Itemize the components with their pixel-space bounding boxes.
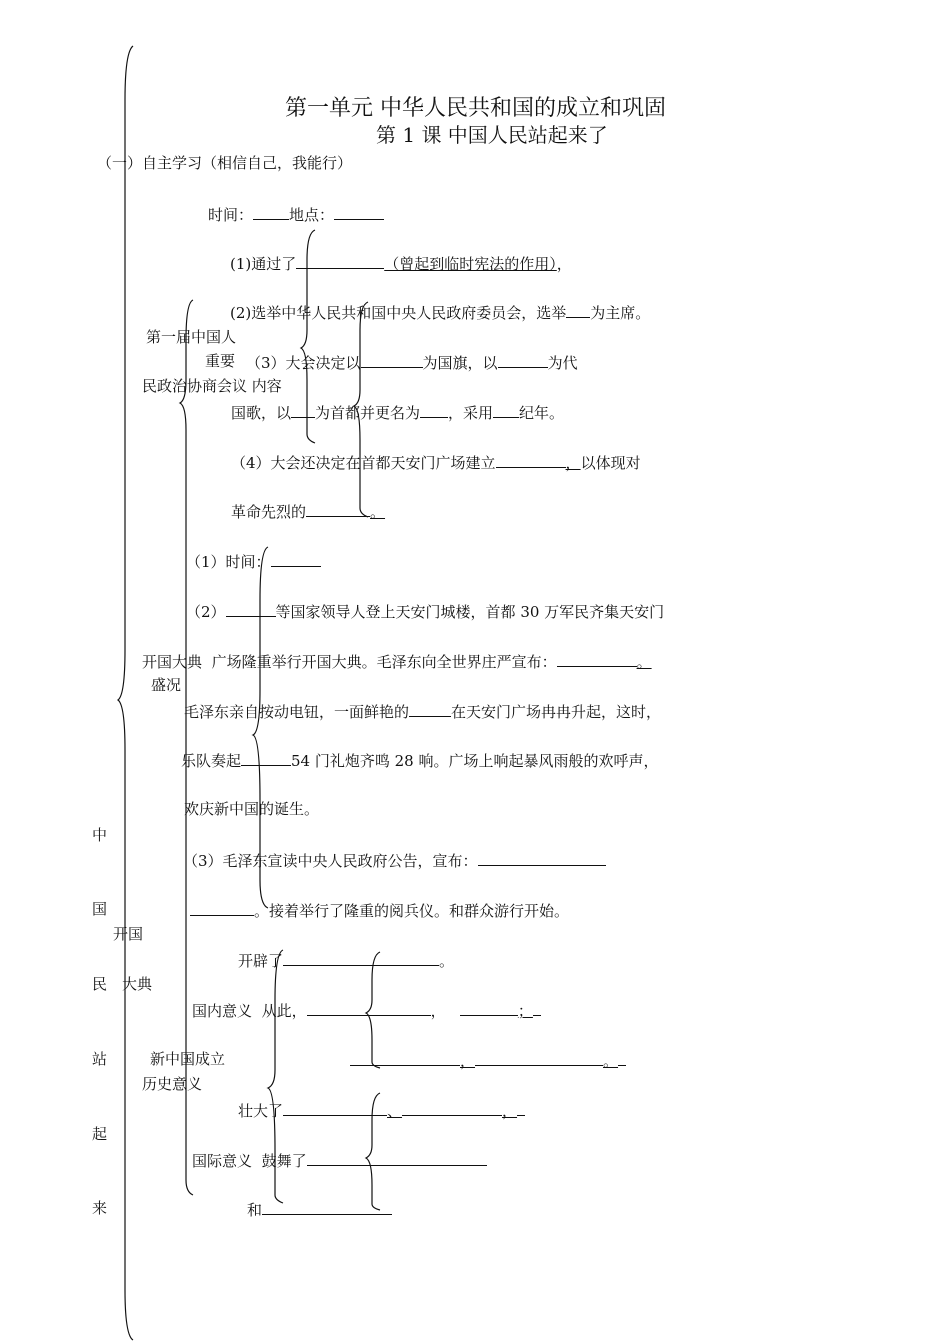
flag-raise-end: 在天安门广场冉冉升起，这时， xyxy=(451,703,662,721)
ceremony-item-3a xyxy=(183,850,606,870)
band-text: 乐队奏起 xyxy=(181,752,242,770)
grow-underline-tail xyxy=(517,1100,525,1116)
ceremony-item-2f: 欢庆新中国的诞生。 xyxy=(184,800,320,818)
flag-raise-text: 毛泽东亲自按动电钮，一面鲜艳的 xyxy=(184,703,410,721)
ceremony-item2c-text: 广场隆重举行开国大典。毛泽东向全世界庄严宣布： xyxy=(211,653,557,671)
item3b-text: 国歌，以 xyxy=(231,404,292,422)
grow-dun: 、 xyxy=(387,1102,403,1120)
item2-text: (2)选举中华人民共和国中央人民政府委员会，选举 xyxy=(230,304,567,322)
domestic-blank-4[interactable] xyxy=(475,1050,603,1066)
ceremony-item-3b xyxy=(190,900,569,920)
anthem-blank[interactable] xyxy=(498,352,548,368)
band-end: 54 门礼炮齐鸣 28 响。广场上响起暴风雨般的欢呼声， xyxy=(291,752,659,770)
sig-and xyxy=(247,1199,392,1219)
item3b-end: 纪年。 xyxy=(519,404,565,422)
grow-text: 壮大了 xyxy=(238,1102,284,1120)
domestic-blank-1[interactable] xyxy=(307,1000,431,1016)
lesson-title: 第 1 课 中国人民站起来了 xyxy=(376,123,608,147)
new-china-label: 新中国成立 xyxy=(150,1050,226,1068)
ceremony-item-2b xyxy=(142,651,652,671)
item3b-mid: 为首都并更名为 xyxy=(315,404,421,422)
item2-end: 为主席。 xyxy=(590,304,651,322)
flag-blank[interactable] xyxy=(361,352,423,368)
unit-title: 第一单元 中华人民共和国的成立和巩固 xyxy=(285,96,666,121)
cppcc-item-3b xyxy=(231,402,564,422)
ceremony-time xyxy=(186,551,321,571)
time-place-line xyxy=(208,204,384,224)
ceremony-item2-text: 等国家领导人登上天安门城楼，首都 30 万军民齐集天安门 xyxy=(275,603,665,621)
monument-blank[interactable] xyxy=(496,452,566,468)
section-heading: （一）自主学习（相信自己，我能行） xyxy=(97,154,353,172)
cppcc-label-2: 重要 xyxy=(205,352,236,370)
item3-mid: 为国旗，以 xyxy=(422,354,498,372)
side-char-3: 民 xyxy=(92,975,108,993)
open-text: 开辟了 xyxy=(238,952,284,970)
ceremony-item-2d xyxy=(184,701,661,721)
outer-brace xyxy=(118,46,133,1340)
grow-blank-2[interactable] xyxy=(402,1100,502,1116)
inspire-blank[interactable] xyxy=(307,1150,487,1166)
cppcc-item-4a xyxy=(231,452,641,472)
domestic-semicolon: ； xyxy=(517,1002,533,1020)
item1-comma: ， xyxy=(556,255,572,273)
domestic-underline-tail xyxy=(533,1000,541,1016)
cppcc-item-4b xyxy=(231,501,385,521)
item4-text: （4）大会还决定在首都天安门广场建立 xyxy=(231,454,496,472)
proclaim-end: 。 xyxy=(636,653,652,671)
ceremony-label-shengkuang: 盛况 xyxy=(151,676,182,694)
grow-blank-1[interactable] xyxy=(283,1100,387,1116)
sig-domestic-2 xyxy=(350,1050,626,1070)
parade-text: 。接着举行了隆重的阅兵仪。和群众游行开始。 xyxy=(254,902,570,920)
domestic-period: 。 xyxy=(603,1052,619,1070)
time-label: 时间： xyxy=(208,206,254,224)
and-text: 和 xyxy=(247,1201,263,1219)
announce-blank-2[interactable] xyxy=(190,900,254,916)
item4-comma: ， xyxy=(565,454,581,472)
intl-label: 国际意义 xyxy=(192,1152,253,1170)
open-end: 。 xyxy=(439,952,455,970)
announce-blank[interactable] xyxy=(478,850,606,866)
side-char-2: 国 xyxy=(92,900,108,918)
sig-grow xyxy=(238,1100,525,1120)
and-blank[interactable] xyxy=(262,1199,392,1215)
flag-raise-blank[interactable] xyxy=(409,701,451,717)
band-blank[interactable] xyxy=(241,750,291,766)
ceremony-item-2e xyxy=(181,750,659,770)
cppcc-item-1 xyxy=(230,253,572,273)
sig-open xyxy=(238,950,454,970)
item1-text: (1)通过了 xyxy=(230,255,297,273)
label-dadian: 大典 xyxy=(122,975,153,993)
sig-domestic xyxy=(192,1000,541,1020)
inspire-text: 鼓舞了 xyxy=(261,1152,307,1170)
proclaim-blank[interactable] xyxy=(557,651,637,667)
hist-sig-label: 历史意义 xyxy=(142,1075,203,1093)
ceremony-time-label: （1）时间： xyxy=(186,553,271,571)
calendar-blank[interactable] xyxy=(493,402,519,418)
sig-intl xyxy=(192,1150,487,1170)
item1-note: （曾起到临时宪法的作用） xyxy=(384,255,557,273)
domestic-comma-2: ， xyxy=(460,1052,476,1070)
domestic-underline-tail-2 xyxy=(618,1050,626,1066)
domestic-label: 国内意义 xyxy=(192,1002,253,1020)
item3-end: 为代 xyxy=(547,354,578,372)
memorial-blank[interactable] xyxy=(306,501,370,517)
grow-comma: ， xyxy=(502,1102,518,1120)
rename-blank[interactable] xyxy=(420,402,448,418)
cppcc-item-2 xyxy=(230,302,650,322)
chairman-blank[interactable] xyxy=(566,302,590,318)
item3b-mid2: ，采用 xyxy=(448,404,494,422)
domestic-blank-2[interactable] xyxy=(460,1000,518,1016)
ceremony-item2-num: （2） xyxy=(186,603,226,621)
cppcc-label-1: 第一届中国人 xyxy=(146,328,237,346)
open-blank[interactable] xyxy=(283,950,439,966)
ceremony-item-2a xyxy=(186,601,664,621)
time-blank[interactable] xyxy=(253,204,289,220)
item1-blank[interactable] xyxy=(296,253,384,269)
item4b-end: 。 xyxy=(370,503,386,521)
item3-text: （3）大会决定以 xyxy=(246,354,361,372)
ceremony-time-blank[interactable] xyxy=(271,551,321,567)
side-char-4: 站 xyxy=(92,1050,108,1068)
from-now-text: 从此， xyxy=(261,1002,307,1020)
leaders-blank[interactable] xyxy=(226,601,276,617)
side-char-5: 起 xyxy=(92,1125,108,1143)
ceremony-label: 开国大典 xyxy=(142,653,203,671)
label-kaiguo: 开国 xyxy=(113,925,144,943)
place-blank[interactable] xyxy=(334,204,384,220)
cppcc-item-3a xyxy=(246,352,578,372)
place-label: 地点： xyxy=(289,206,335,224)
capital-blank[interactable] xyxy=(291,402,315,418)
item4-end: 以体现对 xyxy=(580,454,641,472)
domestic-blank-3[interactable] xyxy=(350,1050,460,1066)
announce-text: （3）毛泽东宣读中央人民政府公告，宣布： xyxy=(183,852,478,870)
side-char-6: 来 xyxy=(92,1199,108,1217)
item4b-text: 革命先烈的 xyxy=(231,503,307,521)
side-char-1: 中 xyxy=(92,826,108,844)
cppcc-label-3: 民政治协商会议 内容 xyxy=(142,377,282,395)
domestic-comma: ， xyxy=(430,1002,446,1020)
